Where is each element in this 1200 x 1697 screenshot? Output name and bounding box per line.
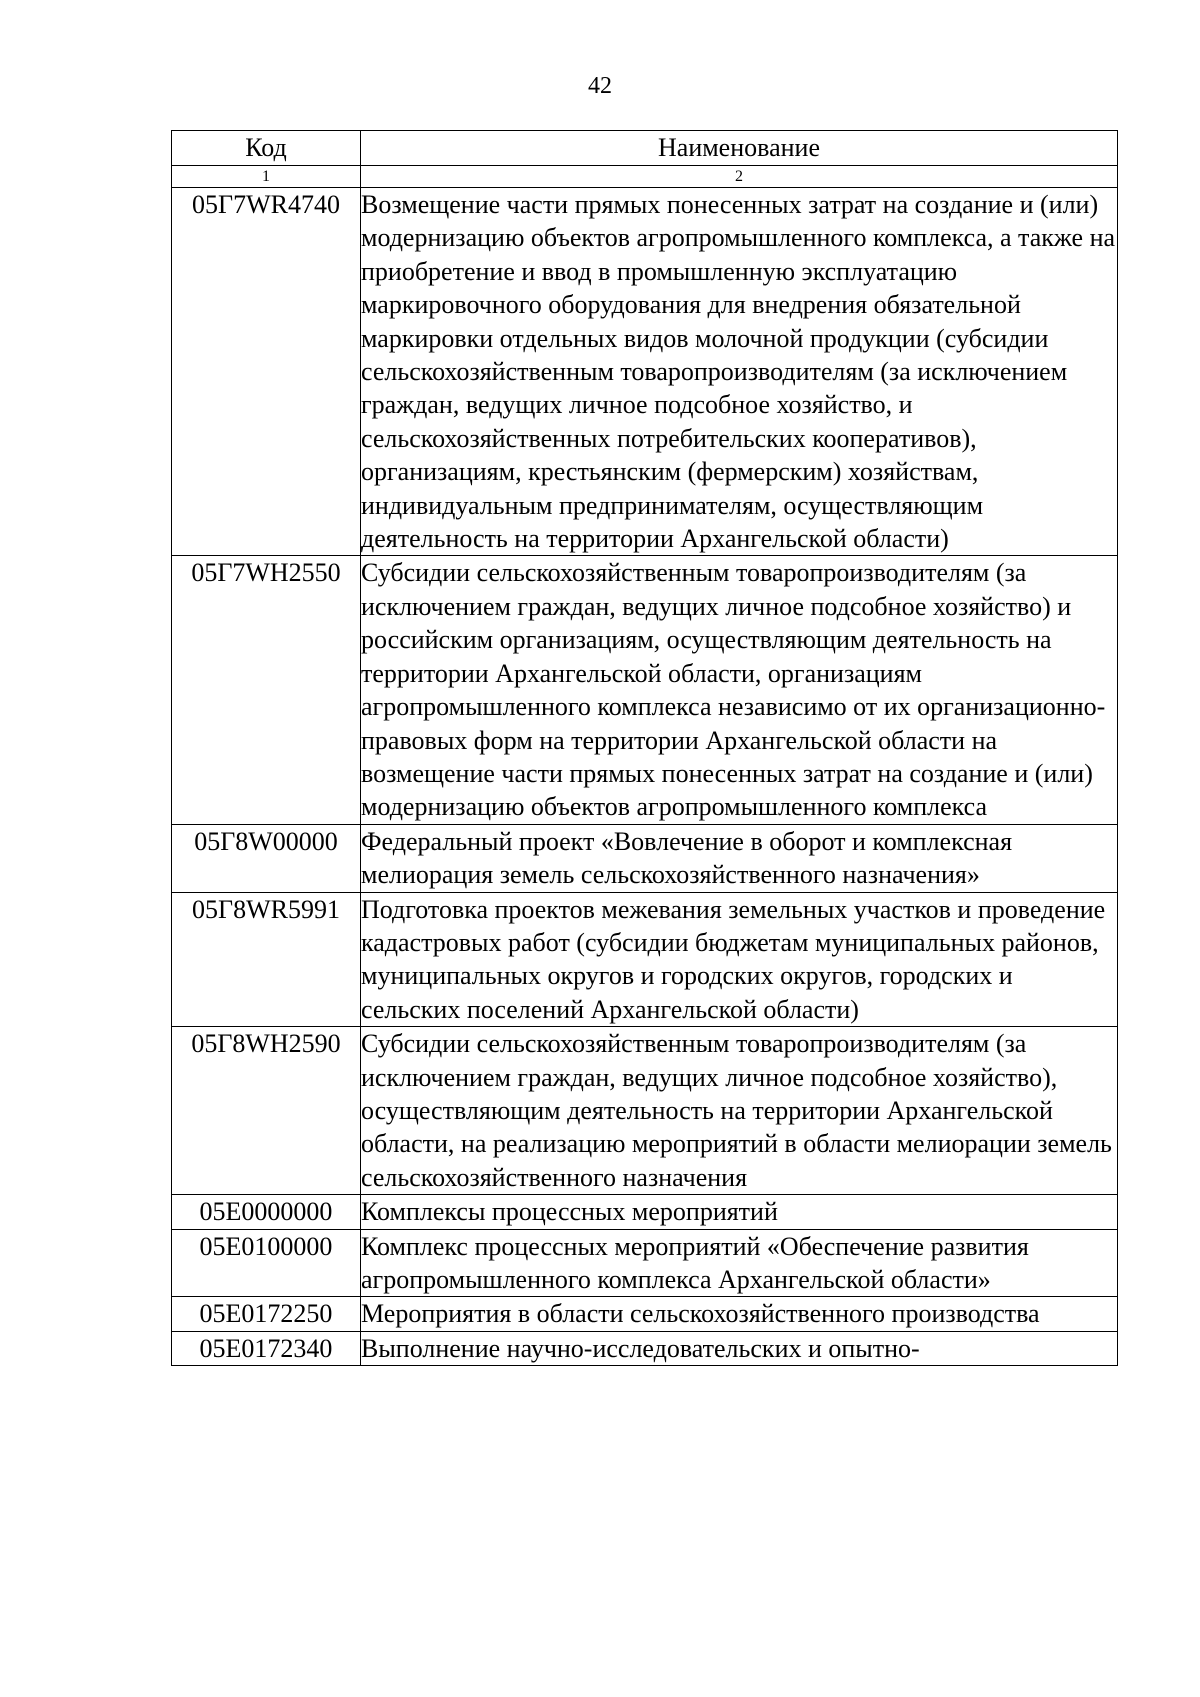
row-name: Подготовка проектов межевания земельных участков и проведение кадастровых работ (субсидии бюджетам муниципальных районов, муниципальных округов и городских округов, городских и сельских поселений Архангельской области) [361, 892, 1118, 1027]
row-code: 05Г8WH2590 [172, 1027, 361, 1195]
table-row [172, 1027, 1118, 1195]
row-code: 05Е0172250 [172, 1297, 361, 1331]
row-name: Комплекс процессных мероприятий «Обеспечение развития агропромышленного комплекса Архангельской области» [361, 1229, 1118, 1297]
table-row [172, 188, 1118, 556]
row-code: 05Г7WR4740 [172, 188, 361, 556]
code-table [171, 130, 1118, 1366]
header-row [172, 131, 1118, 166]
table-row [172, 1195, 1118, 1229]
row-code: 05Е0000000 [172, 1195, 361, 1229]
row-code: 05Г8WR5991 [172, 892, 361, 1027]
column-number-code: 1 [172, 166, 361, 188]
page-number: 42 [588, 73, 612, 99]
row-code: 05Г7WH2550 [172, 556, 361, 824]
row-code: 05Е0100000 [172, 1229, 361, 1297]
row-name: Субсидии сельскохозяйственным товаропроизводителям (за исключением граждан, ведущих личное подсобное хозяйство) и российским организациям, осуществляющим деятельность на территории Архангельской области, организациям агропромышленного комплекса независимо от их организационно-правовых форм на территории Архангельской области на возмещение части прямых понесенных затрат на создание и (или) модернизацию объектов агропромышленного комплекса [361, 556, 1118, 824]
row-name: Федеральный проект «Вовлечение в оборот и комплексная мелиорация земель сельскохозяйственного назначения» [361, 824, 1118, 892]
row-name: Комплексы процессных мероприятий [361, 1195, 1118, 1229]
column-number-name: 2 [361, 166, 1118, 188]
header-name: Наименование [361, 131, 1118, 166]
table-row [172, 1229, 1118, 1297]
table-row [172, 892, 1118, 1027]
row-name: Возмещение части прямых понесенных затрат на создание и (или) модернизацию объектов агропромышленного комплекса, а также на приобретение и ввод в промышленную эксплуатацию маркировочного оборудования для внедрения обязательной маркировки отдельных видов молочной продукции (субсидии сельскохозяйственным товаропроизводителям (за исключением граждан, ведущих личное подсобное хозяйство, и сельскохозяйственных потребительских кооперативов), организациям, крестьянским (фермерским) хозяйствам, индивидуальным предпринимателям, осуществляющим деятельность на территории Архангельской области) [361, 188, 1118, 556]
table-row [172, 1331, 1118, 1365]
row-name: Мероприятия в области сельскохозяйственного производства [361, 1297, 1118, 1331]
table-row [172, 824, 1118, 892]
header-code: Код [172, 131, 361, 166]
table-row [172, 1297, 1118, 1331]
column-number-row [172, 166, 1118, 188]
row-name: Субсидии сельскохозяйственным товаропроизводителям (за исключением граждан, ведущих личное подсобное хозяйство), осуществляющим деятельность на территории Архангельской области, на реализацию мероприятий в области мелиорации земель сельскохозяйственного назначения [361, 1027, 1118, 1195]
row-name: Выполнение научно-исследовательских и опытно- [361, 1331, 1118, 1365]
row-code: 05Г8W00000 [172, 824, 361, 892]
row-code: 05Е0172340 [172, 1331, 361, 1365]
table-row [172, 556, 1118, 824]
